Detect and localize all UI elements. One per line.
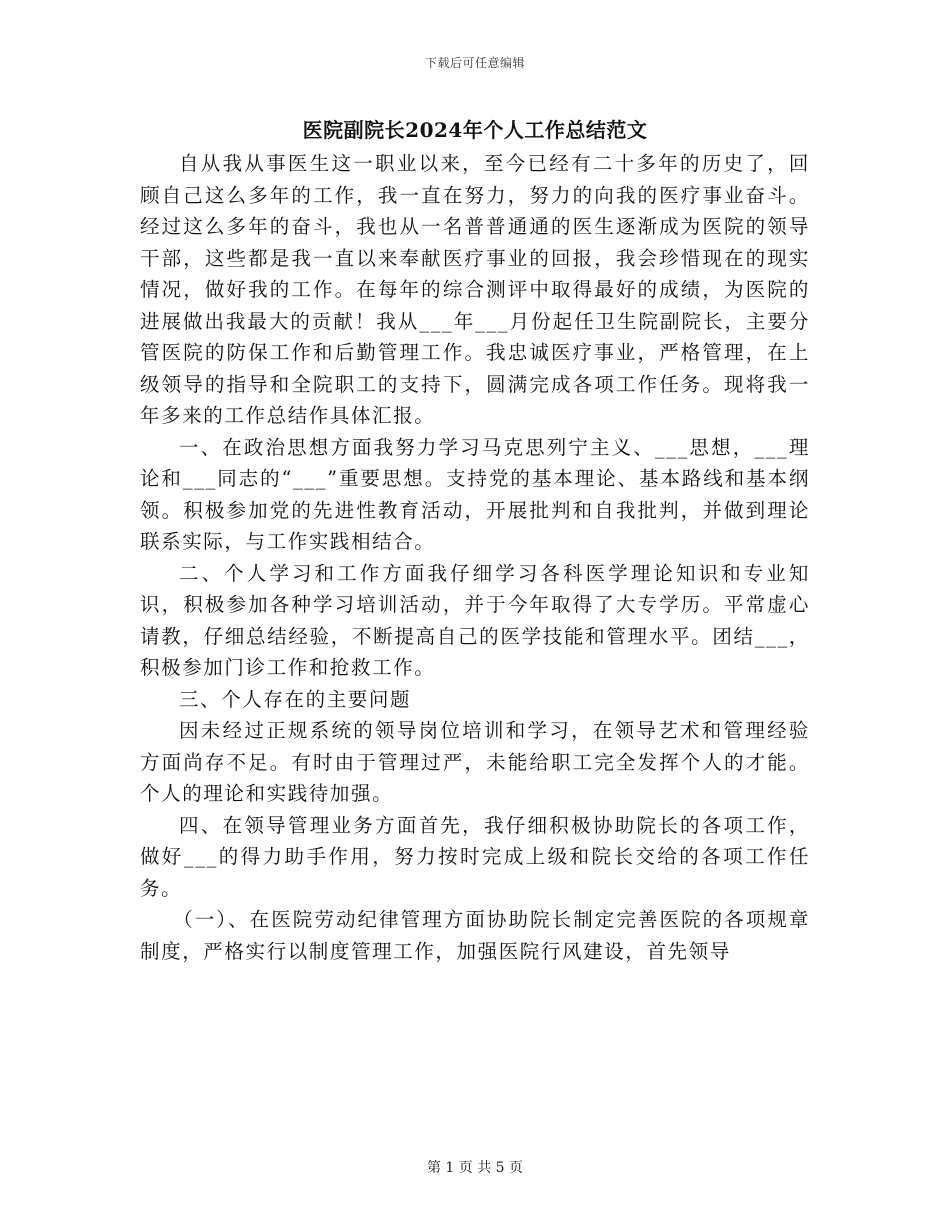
- paragraph-problems: 因未经过正规系统的领导岗位培训和学习，在领导艺术和管理经验方面尚存不足。有时由于管理过严，未能给职工完全发挥个人的才能。个人的理论和实践待加强。: [140, 719, 810, 805]
- document-title: 医院副院长2024年个人工作总结范文: [302, 118, 648, 142]
- paragraph-discipline: （一）、在医院劳动纪律管理方面协助院长制定完善医院的各项规章制度，严格实行以制度管理工作，加强医院行风建设，首先领导: [140, 908, 810, 963]
- paragraph-problems-heading: 三、个人存在的主要问题: [179, 687, 412, 711]
- page-header-note: 下载后可任意编辑: [424, 56, 525, 70]
- paragraph-study-work: 二、个人学习和工作方面我仔细学习各科医学理论知识和专业知识，积极参加各种学习培训活动，并于今年取得了大专学历。平常虚心请教，仔细总结经验，不断提高自己的医学技能和管理水平。团结___，积极参加门诊工作和抢救工作。: [140, 561, 810, 679]
- document-body: [140, 148, 810, 967]
- page-number: 第 1 页 共 5 页: [426, 1160, 524, 1176]
- paragraph-intro: 自从我从事医生这一职业以来，至今已经有二十多年的历史了，回顾自己这么多年的工作，我一直在努力，努力的向我的医疗事业奋斗。经过这么多年的奋斗，我也从一名普普通通的医生逐渐成为医院的领导干部，这些都是我一直以来奉献医疗事业的回报，我会珍惜现在的现实情况，做好我的工作。在每年的综合测评中取得最好的成绩，为医院的进展做出我最大的贡献！我从___年___月份起任卫生院副院长，主要分管医院的防保工作和后勤管理工作。我忠诚医疗事业，严格管理，在上级领导的指导和全院职工的支持下，圆满完成各项工作任务。现将我一年多来的工作总结作具体汇报。: [140, 152, 810, 427]
- paragraph-management: 四、在领导管理业务方面首先，我仔细积极协助院长的各项工作，做好___的得力助手作用，努力按时完成上级和院长交给的各项工作任务。: [140, 813, 810, 900]
- paragraph-political: 一、在政治思想方面我努力学习马克思列宁主义、___思想，___理论和___同志的“___”重要思想。支持党的基本理论、基本路线和基本纲领。积极参加党的先进性教育活动，开展批判和自我批判，并做到理论联系实际，与工作实践相结合。: [140, 435, 810, 553]
